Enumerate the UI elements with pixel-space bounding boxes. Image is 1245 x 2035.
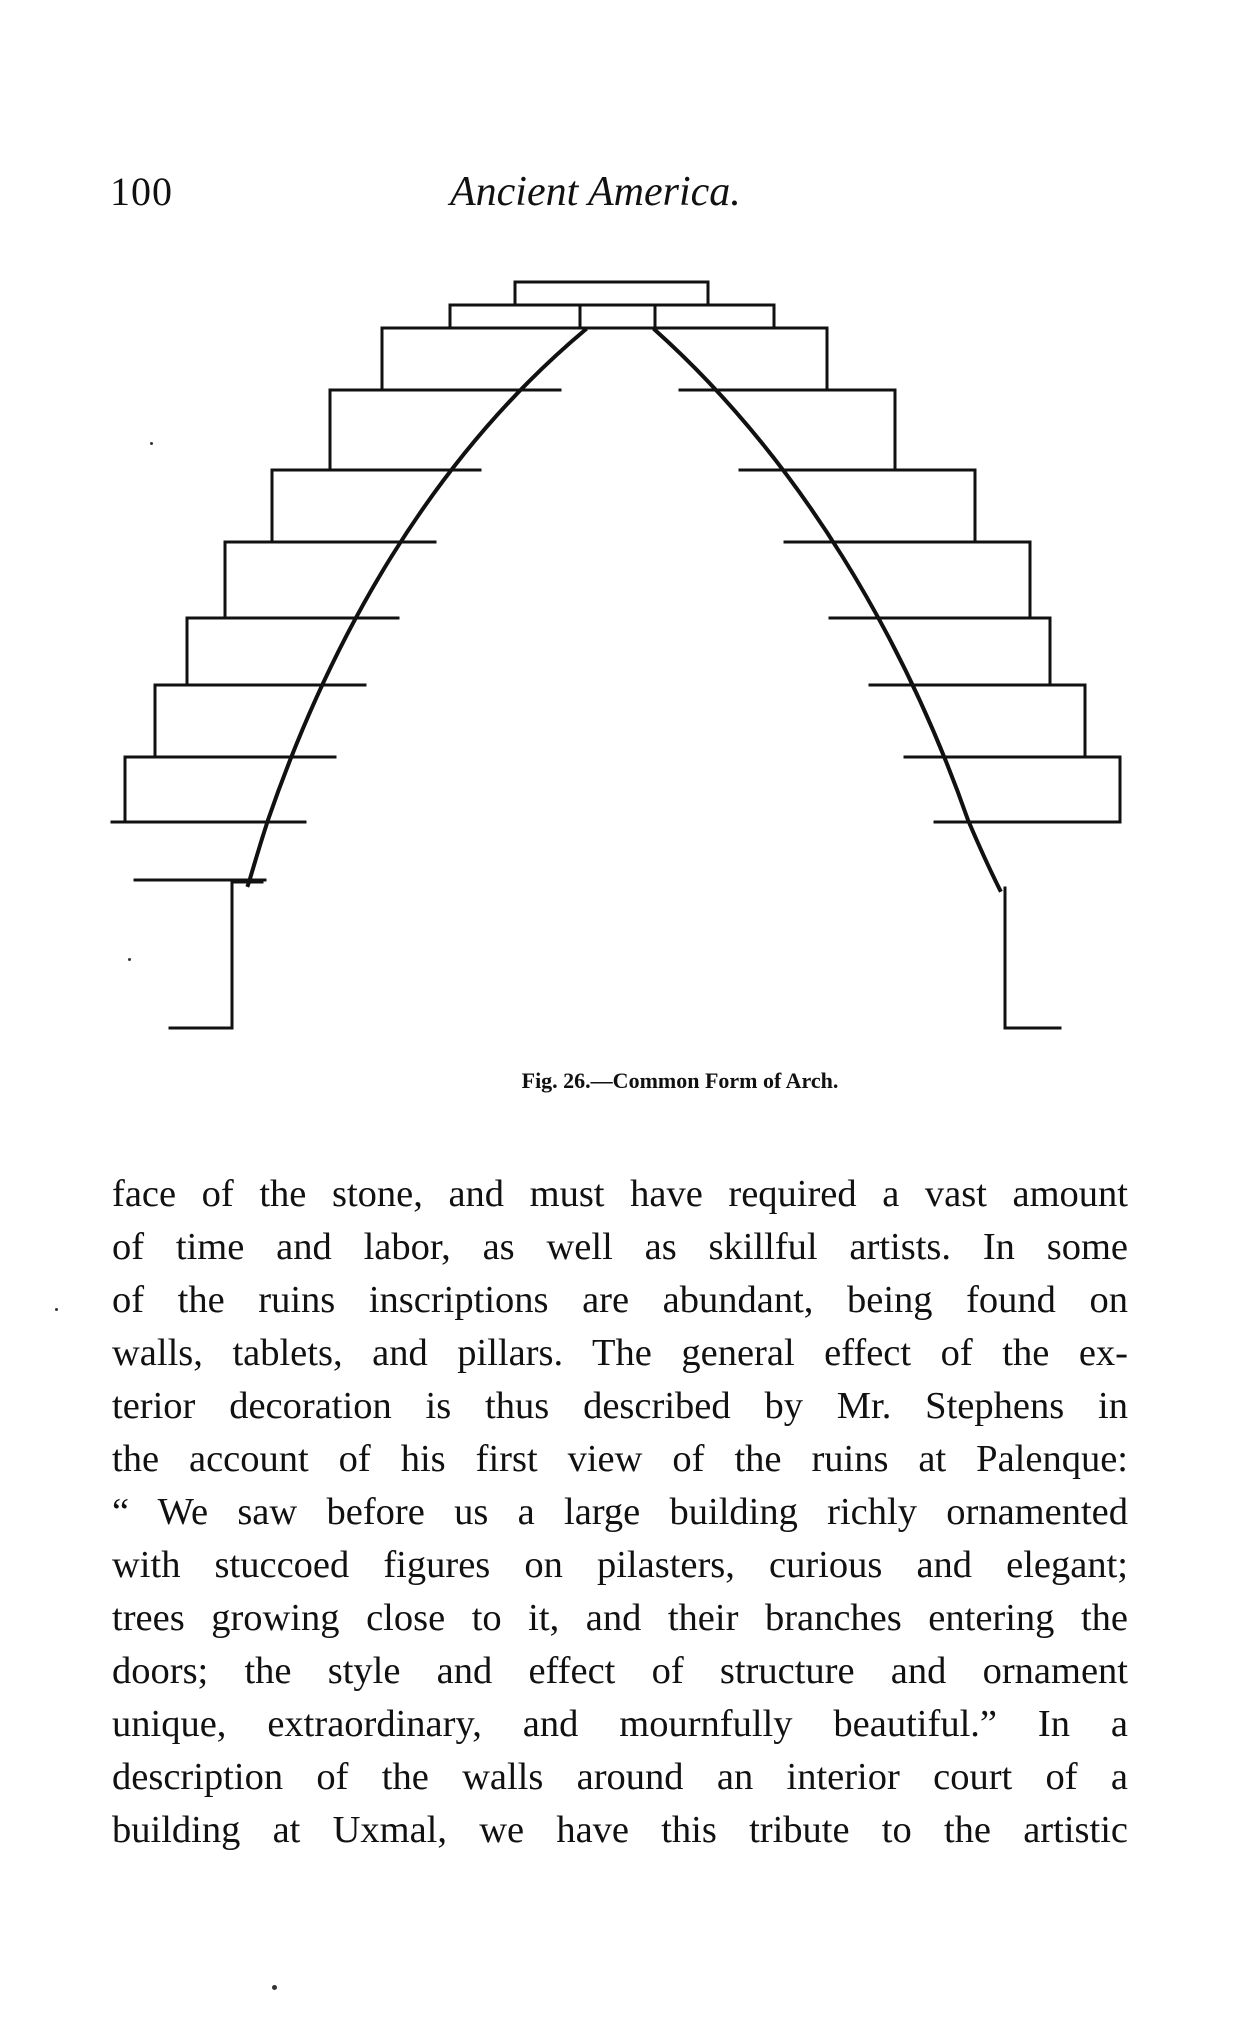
text-line: the account of his first view of the ruins at Palenque: (112, 1438, 1128, 1480)
text-line: face of the stone, and must have required a vast amount (112, 1173, 1128, 1215)
text-line: terior decoration is thus described by Mr. Stephens in (112, 1385, 1128, 1427)
body-text (112, 1168, 1128, 1857)
text-line: doors; the style and effect of structure and ornament (112, 1650, 1128, 1692)
text-line: description of the walls around an interior court of a (112, 1756, 1128, 1798)
arch-figure (0, 260, 1245, 1060)
print-speck (128, 958, 131, 961)
text-line: walls, tablets, and pillars. The general effect of the ex- (112, 1332, 1128, 1374)
print-speck (272, 1985, 277, 1990)
text-line: with stuccoed figures on pilasters, curious and elegant; (112, 1544, 1128, 1586)
stepped-corbel-arch-diagram (0, 260, 1245, 1060)
figure-caption-text: Fig. 26.—Common Form of Arch. (521, 1068, 839, 1093)
text-line: unique, extraordinary, and mournfully beautiful.” In a (112, 1703, 1128, 1745)
running-title: Ancient America. (450, 169, 741, 215)
text-line: “ We saw before us a large building richly ornamented (112, 1491, 1128, 1533)
page-number: 100 (110, 169, 173, 214)
text-line: building at Uxmal, we have this tribute to the artistic (112, 1809, 1128, 1851)
figure-caption (0, 1068, 1245, 1094)
text-line: trees growing close to it, and their branches entering the (112, 1597, 1128, 1639)
text-line: of the ruins inscriptions are abundant, being found on (112, 1279, 1128, 1321)
text-line: of time and labor, as well as skillful artists. In some (112, 1226, 1128, 1268)
print-speck (55, 1308, 58, 1311)
print-speck (150, 442, 153, 445)
running-head (110, 168, 1120, 228)
